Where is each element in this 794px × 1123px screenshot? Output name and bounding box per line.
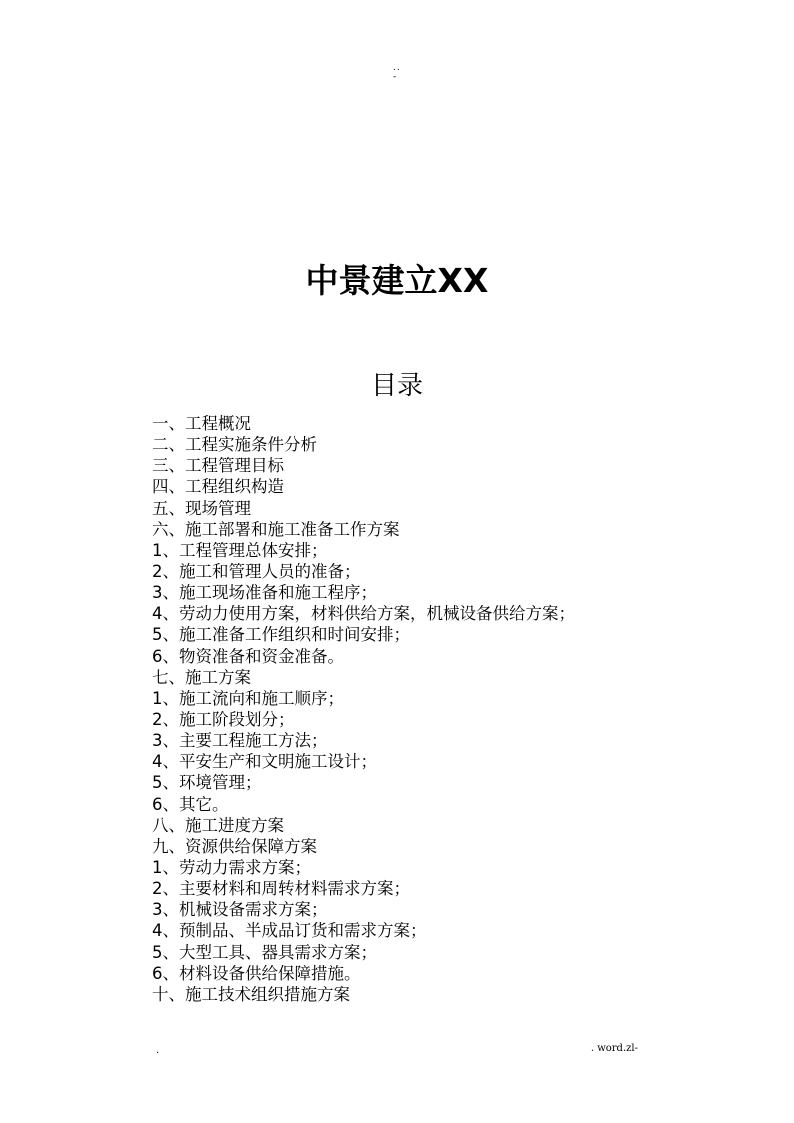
toc-item: 4、平安生产和文明施工设计； (152, 752, 377, 772)
toc-item: 3、机械设备需求方案； (152, 900, 328, 920)
document-title: 中景建立XX (305, 261, 489, 300)
toc-item: 6、材料设备供给保障措施。 (152, 963, 361, 983)
table-of-contents (152, 413, 575, 1005)
toc-item: 5、施工准备工作组织和时间安排； (152, 625, 410, 645)
header-mark-bottom: - (393, 72, 398, 82)
toc-item: 十、施工技术组织措施方案 (152, 984, 350, 1004)
toc-item: 2、主要材料和周转材料需求方案； (152, 879, 410, 899)
toc-item: 四、工程组织构造 (152, 477, 284, 497)
toc-item: 5、环境管理； (152, 773, 262, 793)
toc-item: 九、资源供给保障方案 (152, 836, 317, 856)
toc-item: 1、施工流向和施工顺序； (152, 688, 344, 708)
toc-item: 2、施工阶段划分； (152, 709, 295, 729)
header-mark (393, 64, 401, 82)
toc-item: 1、劳动力需求方案； (152, 857, 311, 877)
toc-item: 1、工程管理总体安排； (152, 540, 328, 560)
toc-item: 七、施工方案 (152, 667, 251, 687)
toc-item: 八、施工进度方案 (152, 815, 284, 835)
toc-item: 6、其它。 (152, 794, 229, 814)
toc-item: 3、施工现场准备和施工程序； (152, 583, 377, 603)
header-mark-top: .. (393, 63, 401, 73)
toc-item: 5、大型工具、器具需求方案； (152, 942, 377, 962)
toc-item: 2、施工和管理人员的准备； (152, 561, 361, 581)
toc-item: 二、工程实施条件分析 (152, 435, 317, 455)
toc-item: 六、施工部署和施工准备工作方案 (152, 519, 400, 539)
toc-item: 6、物资准备和资金准备。 (152, 646, 344, 666)
toc-item: 4、预制品、半成品订货和需求方案； (152, 921, 427, 941)
toc-item: 一、工程概况 (152, 414, 251, 433)
toc-item: 3、主要工程施工方法； (152, 731, 328, 751)
toc-heading: 目录 (370, 371, 423, 401)
footer-right-text: . word.zl- (590, 1043, 638, 1054)
footer-left-mark: . (156, 1045, 160, 1056)
toc-item: 4、劳动力使用方案，材料供给方案，机械设备供给方案； (152, 604, 575, 624)
toc-item: 三、工程管理目标 (152, 456, 284, 476)
toc-item: 五、现场管理 (152, 498, 251, 518)
